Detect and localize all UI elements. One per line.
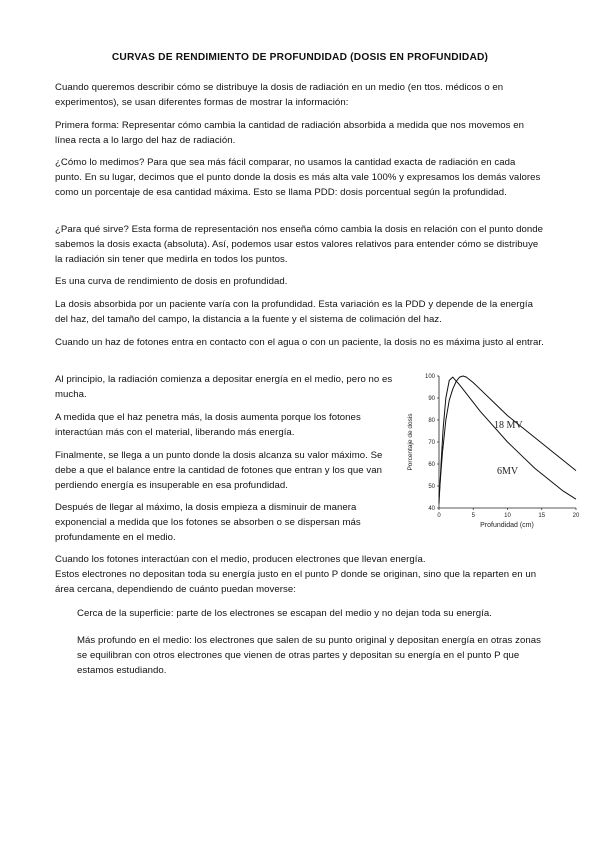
paragraph-primera-forma: Primera forma: Representar cómo cambia la cantidad de radiación absorbida a medida que nos movemos en línea recta a lo largo del haz de radiación. — [55, 120, 524, 146]
bullet-mas-profundo: Más profundo en el medio: los electrones que salen de su punto original y depositan energía en otras zonas se equilibran con otros electrones que vienen de otras partes y depositan su energía en el punto P que estamos estudiando. — [77, 635, 541, 676]
paragraph-al-principio: Al principio, la radiación comienza a depositar energía en el medio, pero no es mucha. — [55, 374, 393, 400]
y-tick-label: 60 — [428, 462, 435, 469]
paragraph-curva-rendimiento: Es una curva de rendimiento de dosis en profundidad. — [55, 276, 288, 287]
bullet-cerca-superficie: Cerca de la superficie: parte de los electrones se escapan del medio y no dejan toda su energía. — [77, 608, 492, 619]
series-label-18mv: 18 MV — [494, 420, 523, 431]
paragraph-intro: Cuando queremos describir cómo se distribuye la dosis de radiación en un medio (en ttos. médicos o en experimentos), se usan diferentes formas de mostrar la información: — [55, 82, 504, 108]
paragraph-electrones: Cuando los fotones interactúan con el medio, producen electrones que llevan energía. Estos electrones no depositan toda su energía justo en el punto P donde se originan, sino que la reparten en un área cercana, dependiendo de cuánto puedan moverse: — [55, 554, 537, 595]
series-label-6mv: 6MV — [497, 466, 519, 477]
paragraph-haz-fotones: Cuando un haz de fotones entra en contacto con el agua o con un paciente, la dosis no es máxima justo al entrar. — [55, 337, 544, 348]
y-tick-label: 40 — [428, 506, 435, 513]
y-tick-label: 50 — [428, 484, 435, 491]
y-tick-label: 90 — [428, 396, 435, 403]
paragraph-despues-maximo: Después de llegar al máximo, la dosis empieza a disminuir de manera exponencial a medida que los fotones se absorben o se dispersan más profundamente en el medio. — [55, 502, 361, 543]
x-tick-label: 0 — [437, 513, 441, 519]
x-axis-label: Profundidad (cm) — [480, 522, 534, 529]
y-axis-label: Porcentaje de dosis — [407, 413, 414, 471]
paragraph-para-que-sirve: ¿Para qué sirve? Esta forma de representación nos enseña cómo cambia la dosis en relación con el punto donde sabemos la dosis exacta (absoluta). Así, podemos usar estos valores relativos para entender cómo se distribuye la radiación sin tener que medirla en todos los puntos. — [55, 224, 544, 265]
paragraph-valor-maximo: Finalmente, se llega a un punto donde la dosis alcanza su valor máximo. Se debe a que el balance entre la cantidad de fotones que entran y los que van perdiendo energía es insuperable en esa profundidad. — [55, 450, 383, 491]
series-line-18mv — [439, 376, 576, 497]
x-tick-label: 10 — [504, 513, 511, 519]
y-tick-label: 80 — [428, 418, 435, 425]
paragraph-como-medimos: ¿Cómo lo medimos? Para que sea más fácil comparar, no usamos la cantidad exacta de radiación en cada punto. En su lugar, decimos que el punto donde la dosis es más alta vale 100% y expresamos los demás valores como un porcentaje de esa cantidad máxima. Esto se llama PDD: dosis porcentual según la profundidad. — [55, 157, 541, 198]
series-line-6mv — [439, 377, 576, 504]
y-tick-label: 100 — [424, 374, 435, 381]
x-tick-label: 5 — [471, 513, 475, 519]
x-tick-label: 20 — [572, 513, 580, 519]
pdd-chart — [402, 370, 587, 530]
y-tick-label: 70 — [428, 440, 435, 447]
paragraph-haz-penetra: A medida que el haz penetra más, la dosis aumenta porque los fotones interactúan más con el material, liberando más energía. — [55, 412, 361, 438]
x-tick-label: 15 — [538, 513, 546, 519]
document-title: CURVAS DE RENDIMIENTO DE PROFUNDIDAD (DOSIS EN PROFUNDIDAD) — [111, 52, 489, 63]
paragraph-dosis-absorbida: La dosis absorbida por un paciente varía con la profundidad. Esta variación es la PDD y depende de la energía del haz, del tamaño del campo, la distancia a la fuente y el sistema de colimación del haz. — [55, 299, 533, 325]
